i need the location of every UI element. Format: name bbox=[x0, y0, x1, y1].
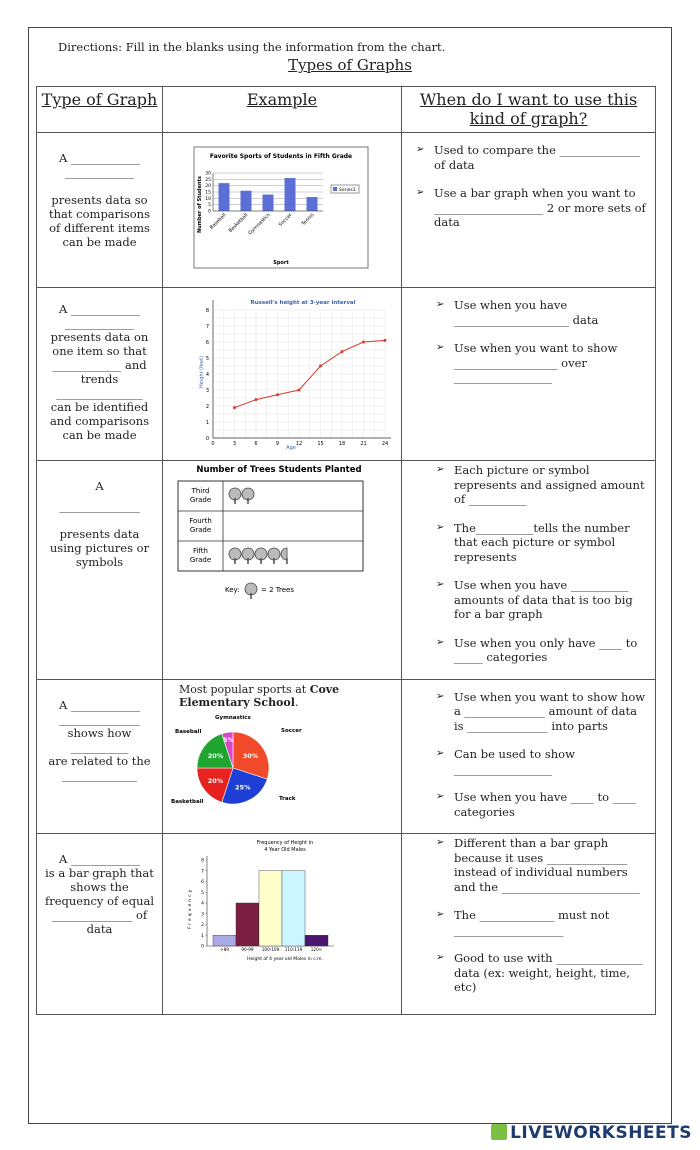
chart-title: Number of Trees Students Planted bbox=[196, 465, 362, 475]
arrow-bullet-icon: ➢ bbox=[436, 464, 445, 475]
row-hist-example bbox=[163, 834, 402, 1015]
fill-in-text[interactable]: Use when you have __________ amounts of data that is too big for a bar graph bbox=[454, 578, 633, 621]
histogram-bar bbox=[305, 935, 328, 946]
blank-line[interactable]: ______________ bbox=[59, 711, 140, 726]
description-text: can be identified and comparisons can be made bbox=[49, 400, 150, 442]
slice-value-label: 30% bbox=[242, 751, 259, 760]
row-pie-example bbox=[163, 679, 402, 834]
arrow-bullet-icon: ➢ bbox=[416, 144, 425, 155]
table-row bbox=[37, 288, 656, 461]
col-header-type: Type of Graph bbox=[37, 87, 163, 133]
y-axis-label: Frequency bbox=[188, 887, 193, 929]
data-point bbox=[319, 365, 322, 368]
y-tick-label: 30 bbox=[205, 171, 211, 177]
description-text: data bbox=[86, 922, 113, 936]
table-row bbox=[37, 133, 656, 288]
blank-line[interactable]: A ____________ bbox=[59, 151, 140, 165]
y-tick-label: 5 bbox=[205, 356, 209, 362]
y-tick-label: 0 bbox=[208, 209, 211, 215]
row-label: Fifth bbox=[193, 547, 208, 555]
blank-line[interactable]: A ____________ bbox=[59, 302, 140, 316]
legend-label: Series1 bbox=[339, 188, 356, 193]
x-tick-label: 9 bbox=[275, 441, 280, 447]
pie-chart bbox=[163, 680, 401, 828]
key-label: Key: bbox=[225, 586, 240, 594]
row-bar-example bbox=[163, 133, 402, 288]
x-tick-label: >89 bbox=[220, 947, 229, 952]
data-point bbox=[298, 389, 301, 392]
blank-line[interactable]: ____________ bbox=[65, 165, 134, 179]
y-tick-label: 8 bbox=[201, 858, 204, 864]
tree-icon bbox=[229, 488, 241, 504]
y-tick-label: 0 bbox=[205, 436, 209, 442]
tree-icon bbox=[229, 548, 241, 564]
table-row bbox=[37, 461, 656, 680]
row-label: Fourth bbox=[189, 517, 212, 525]
description-text: presents data on one item so that bbox=[50, 330, 149, 358]
arrow-bullet-icon: ➢ bbox=[436, 909, 445, 920]
arrow-bullet-icon: ➢ bbox=[416, 187, 425, 198]
tree-icon bbox=[268, 548, 280, 564]
logo-icon bbox=[491, 1124, 507, 1140]
key-value: = 2 Trees bbox=[261, 586, 295, 594]
histogram-bar bbox=[282, 871, 305, 946]
fill-in-text[interactable]: Can be used to show _________________ bbox=[454, 747, 575, 776]
x-tick-label: 110-119 bbox=[284, 947, 303, 952]
liveworksheets-logo[interactable]: LIVEWORKSHEETS bbox=[491, 1123, 692, 1143]
fill-in-text[interactable]: The _____________ must not ___________________ bbox=[454, 908, 610, 937]
y-tick-label: 2 bbox=[205, 404, 209, 410]
bar bbox=[219, 183, 230, 211]
slice-value-label: 5% bbox=[222, 735, 235, 744]
y-tick-label: 6 bbox=[201, 880, 204, 885]
y-tick-label: 10 bbox=[205, 196, 211, 202]
y-tick-label: 7 bbox=[205, 324, 209, 330]
tree-icon bbox=[245, 583, 257, 599]
col-header-example: Example bbox=[163, 87, 402, 133]
data-point bbox=[233, 406, 236, 409]
description-text: A bbox=[95, 479, 104, 493]
histogram-chart bbox=[163, 834, 401, 1010]
blank-line[interactable]: ______________ of bbox=[51, 908, 148, 922]
y-tick-label: 5 bbox=[201, 890, 204, 896]
slice-label: Gymnastics bbox=[215, 714, 251, 721]
blank-line[interactable]: __________ bbox=[70, 739, 129, 754]
row-label: Grade bbox=[189, 556, 212, 564]
directions-text: Directions: Fill in the blanks using the information from the chart. bbox=[58, 40, 446, 54]
fill-in-text[interactable]: The__________tells the number that each picture or symbol represents bbox=[454, 520, 630, 564]
bar bbox=[285, 178, 296, 211]
slice-label: Soccer bbox=[281, 727, 302, 734]
y-tick-label: 4 bbox=[205, 372, 209, 378]
description-text: is a bar graph that shows the frequency of equal bbox=[44, 866, 155, 908]
bar bbox=[307, 197, 318, 211]
description-text: are related to the bbox=[48, 753, 151, 768]
x-tick-label: 3 bbox=[232, 441, 237, 447]
blank-line[interactable]: ____________ bbox=[65, 316, 134, 330]
chart-subtitle: 4 Year Old Males bbox=[264, 847, 306, 853]
fill-in-text[interactable]: Use when you want to show how a ______________ amount of data is ______________ into parts bbox=[454, 689, 646, 733]
page-title: Types of Graphs bbox=[288, 56, 412, 74]
x-tick-label: Basketball bbox=[228, 212, 250, 234]
y-tick-label: 15 bbox=[205, 190, 211, 196]
data-point bbox=[384, 339, 387, 342]
y-tick-label: 5 bbox=[208, 203, 211, 209]
y-tick-label: 20 bbox=[205, 184, 211, 190]
arrow-bullet-icon: ➢ bbox=[436, 837, 445, 848]
description-text: presents data so that comparisons of different items can be made bbox=[49, 193, 150, 249]
x-tick-label: 15 bbox=[317, 441, 324, 447]
row-bar-right bbox=[402, 133, 656, 288]
table-row bbox=[37, 679, 656, 834]
histogram-bar bbox=[259, 871, 282, 946]
y-tick-label: 1 bbox=[201, 933, 204, 939]
slice-value-label: 20% bbox=[207, 751, 224, 760]
y-tick-label: 1 bbox=[205, 420, 209, 426]
slice-label: Basketball bbox=[171, 798, 204, 805]
pictograph-chart bbox=[163, 461, 401, 667]
fill-in-text[interactable]: Use when you have ____________________ data bbox=[454, 298, 599, 327]
row-label: Grade bbox=[189, 496, 212, 504]
y-tick-label: 25 bbox=[205, 177, 211, 183]
blank-line[interactable]: ______________ bbox=[59, 499, 140, 513]
pie-title: Most popular sports at Cove Elementary School. bbox=[179, 682, 340, 709]
x-tick-label: 21 bbox=[360, 441, 367, 447]
description-text: presents data using pictures or symbols bbox=[49, 527, 150, 569]
x-tick-label: Baseball bbox=[209, 212, 228, 231]
y-axis-label: Height (feet) bbox=[199, 356, 205, 388]
data-point bbox=[255, 398, 258, 401]
arrow-bullet-icon: ➢ bbox=[436, 952, 445, 963]
line-chart bbox=[163, 288, 401, 456]
arrow-bullet-icon: ➢ bbox=[436, 690, 445, 702]
row-picto-right bbox=[402, 461, 656, 680]
histogram-bar bbox=[236, 903, 259, 946]
chart-title: Frequency of Height in bbox=[256, 840, 314, 846]
chart-title: Russell's height at 3-year interval bbox=[250, 300, 356, 306]
arrow-bullet-icon: ➢ bbox=[436, 748, 445, 759]
x-tick-label: 100-109 bbox=[261, 947, 280, 952]
row-pie-right bbox=[402, 679, 656, 834]
x-tick-label: 6 bbox=[254, 441, 258, 447]
arrow-bullet-icon: ➢ bbox=[436, 299, 445, 310]
slice-value-label: 25% bbox=[235, 783, 251, 792]
slice-label: Track bbox=[279, 795, 296, 802]
row-line-right bbox=[402, 288, 656, 461]
x-tick-label: 12 bbox=[295, 441, 303, 447]
fill-in-text[interactable]: Use when you have ____ to ____ categories bbox=[454, 790, 636, 819]
fill-in-text[interactable]: Use when you only have ____ to _____ categories bbox=[454, 635, 638, 664]
row-line-example bbox=[163, 288, 402, 461]
y-tick-label: 3 bbox=[201, 912, 204, 918]
blank-line[interactable]: A ____________ bbox=[59, 852, 140, 866]
y-tick-label: 3 bbox=[205, 388, 209, 394]
row-hist-left bbox=[37, 834, 163, 1015]
tree-icon bbox=[242, 488, 254, 504]
bar bbox=[241, 191, 252, 211]
blank-line[interactable]: _______________ bbox=[56, 386, 143, 400]
table-row bbox=[37, 834, 656, 1015]
row-label: Third bbox=[191, 487, 210, 495]
data-point bbox=[362, 341, 365, 344]
fill-in-text[interactable]: Different than a bar graph because it uses ______________ instead of individual numbers and the ________________________ bbox=[454, 836, 640, 894]
data-point bbox=[276, 393, 279, 396]
row-hist-right bbox=[402, 834, 656, 1015]
x-tick-label: 18 bbox=[338, 441, 346, 447]
blank-line[interactable]: _____________ bbox=[62, 767, 137, 782]
blank-line[interactable]: ____________ and trends bbox=[52, 358, 147, 386]
row-label: Grade bbox=[189, 526, 212, 534]
y-tick-label: 6 bbox=[205, 340, 209, 346]
data-point bbox=[341, 350, 344, 353]
chart-title: Favorite Sports of Students in Fifth Grade bbox=[209, 153, 353, 160]
fill-in-text[interactable]: Use when you want to show __________________ over _________________ bbox=[454, 341, 618, 384]
tree-icon bbox=[255, 548, 267, 564]
arrow-bullet-icon: ➢ bbox=[436, 521, 445, 533]
row-line-left bbox=[37, 288, 163, 461]
fill-in-text[interactable]: Good to use with _______________ data (ex: weight, height, time, etc) bbox=[454, 951, 643, 994]
graph-types-table bbox=[36, 86, 656, 1015]
arrow-bullet-icon: ➢ bbox=[436, 636, 445, 648]
y-axis-label: Number of Students bbox=[197, 176, 203, 233]
histogram-bar bbox=[213, 935, 236, 946]
bar bbox=[263, 195, 274, 211]
x-tick-label: Gymnastics bbox=[248, 212, 272, 237]
x-tick-label: Tennis bbox=[301, 212, 316, 228]
slice-value-label: 20% bbox=[207, 776, 224, 785]
x-axis-label: Height of 4 year old Males in c.m. bbox=[247, 957, 323, 962]
description-text: shows how bbox=[67, 725, 132, 740]
x-tick-label: 120< bbox=[310, 947, 323, 952]
bar-chart bbox=[163, 133, 401, 283]
x-tick-label: 90-99 bbox=[241, 947, 254, 952]
tree-icon bbox=[242, 548, 254, 564]
y-tick-label: 4 bbox=[201, 901, 204, 907]
col-header-when: When do I want to use this kind of graph? bbox=[402, 87, 656, 133]
fill-in-text[interactable]: Use a bar graph when you want to ___________________ 2 or more sets of data bbox=[434, 186, 646, 229]
row-picto-example bbox=[163, 461, 402, 680]
tree-icon bbox=[281, 548, 287, 564]
blank-line[interactable]: A ____________ bbox=[59, 697, 140, 712]
x-axis-label: Sport bbox=[273, 260, 289, 266]
x-axis-label: Age bbox=[286, 445, 296, 451]
fill-in-text[interactable]: Used to compare the ______________ of data bbox=[434, 143, 641, 172]
x-tick-label: 24 bbox=[381, 441, 389, 447]
row-picto-left bbox=[37, 461, 163, 680]
x-tick-label: 0 bbox=[211, 441, 215, 447]
arrow-bullet-icon: ➢ bbox=[436, 791, 445, 802]
fill-in-text[interactable]: Each picture or symbol represents and assigned amount of __________ bbox=[454, 463, 645, 506]
slice-label: Baseball bbox=[175, 728, 202, 735]
y-tick-label: 0 bbox=[201, 944, 204, 950]
y-tick-label: 7 bbox=[201, 869, 204, 875]
arrow-bullet-icon: ➢ bbox=[436, 579, 445, 590]
y-tick-label: 8 bbox=[205, 308, 209, 314]
row-bar-left bbox=[37, 133, 163, 288]
arrow-bullet-icon: ➢ bbox=[436, 342, 445, 353]
y-tick-label: 2 bbox=[201, 923, 204, 928]
x-tick-label: Soccer bbox=[278, 212, 294, 228]
row-pie-left bbox=[37, 679, 163, 834]
